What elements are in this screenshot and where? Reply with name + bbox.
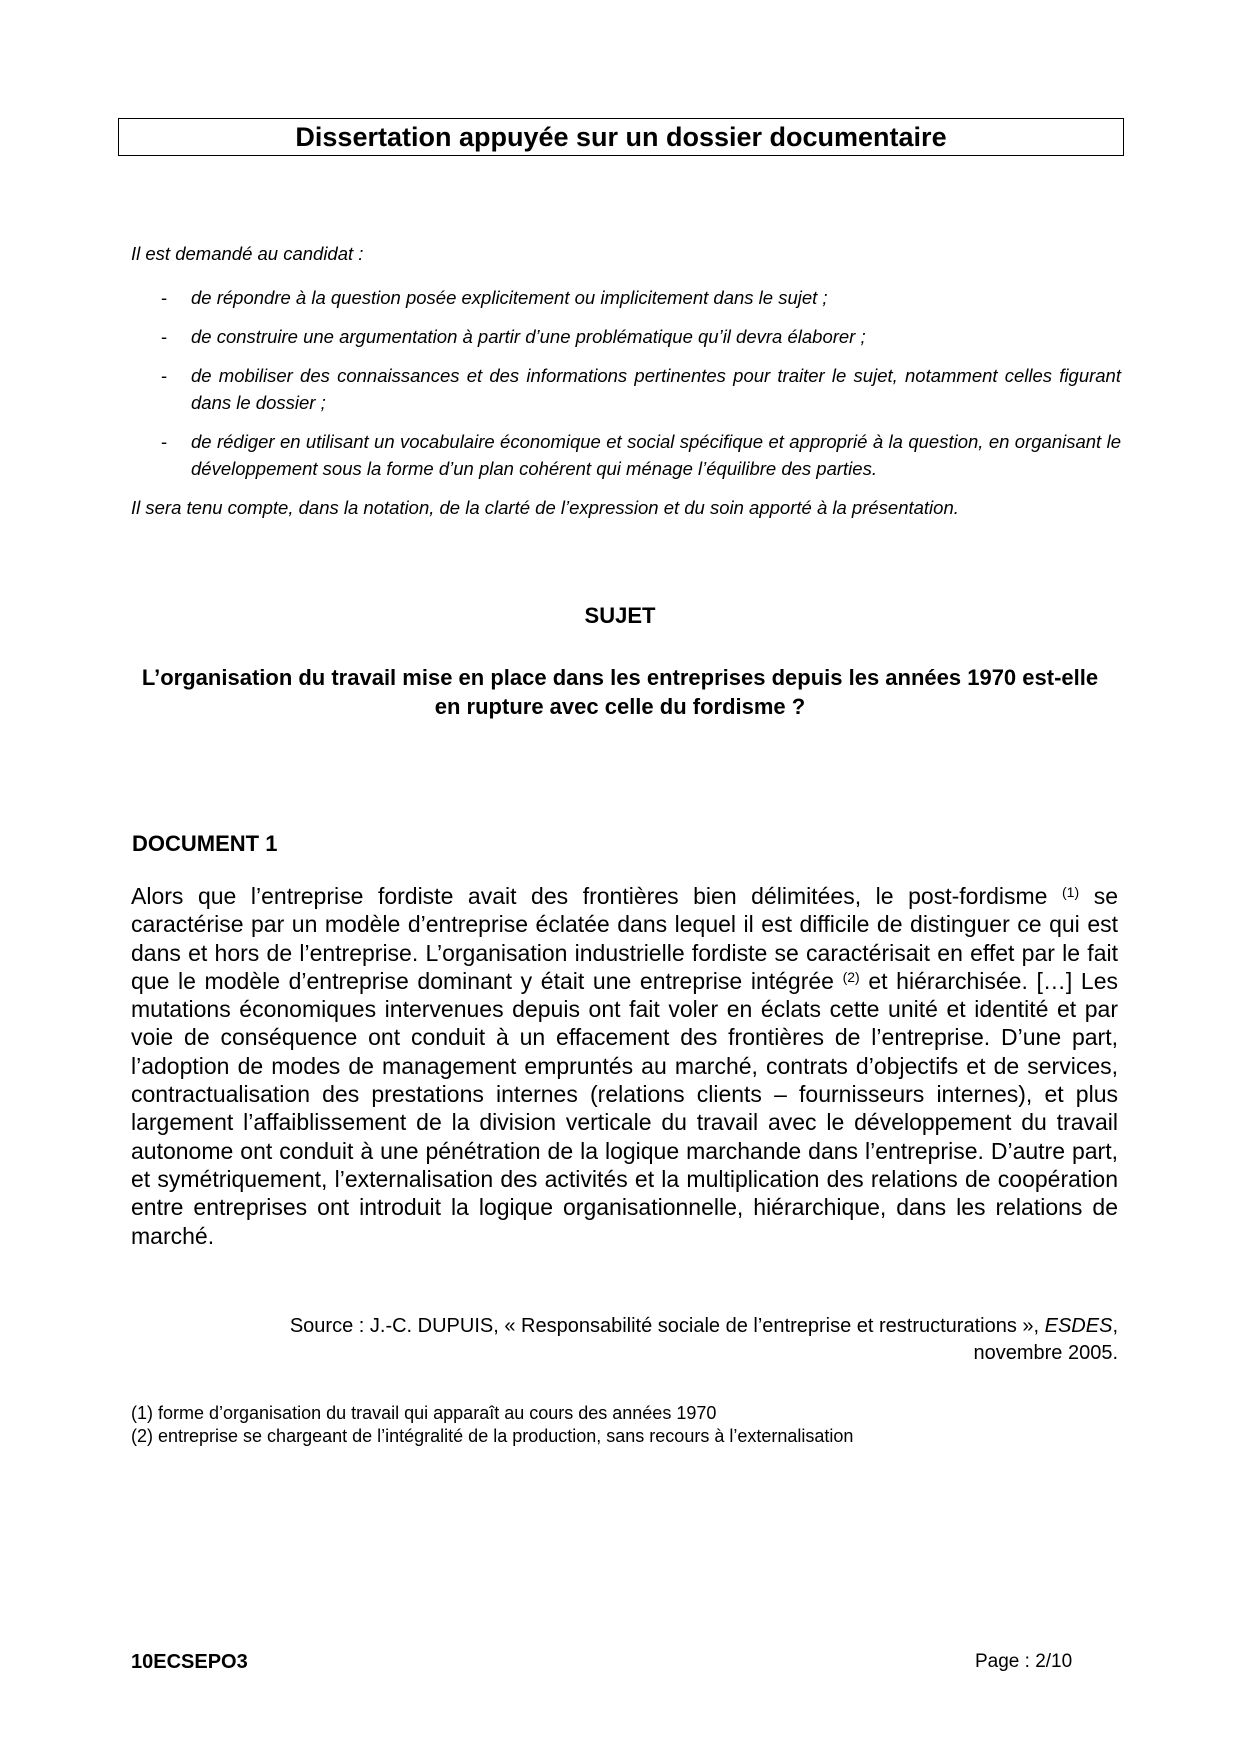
sujet-label: SUJET [584, 603, 656, 628]
footnote-ref-1: (1) [1062, 884, 1080, 900]
instructions-intro: Il est demandé au candidat : [131, 243, 364, 264]
bullet-dash: - [161, 287, 168, 308]
page-number: Page : 2/10 [975, 1651, 1073, 1672]
instruction-item: - de mobiliser des connaissances et des informations pertinentes pour traiter le sujet, notamment celles figurant dans le dossier ; [131, 362, 1121, 416]
footnote: (2) entreprise se chargeant de l’intégralité de la production, sans recours à l’externalisation [131, 1426, 854, 1446]
footnote: (1) forme d’organisation du travail qui apparaît au cours des années 1970 [131, 1403, 717, 1423]
footer-code: 10ECSEPO3 [131, 1651, 248, 1673]
source-date: novembre 2005. [973, 1342, 1118, 1364]
footnote-ref-2: (2) [842, 968, 860, 985]
document-body: Alors que l’entreprise fordiste avait des frontières bien délimitées, le post-fordisme $^{(1)}$ se caractérise par un modèle d’entreprise éclatée dans lequel il est difficile de distinguer ce qui est dans et hors de l’entreprise. L’organisation industrielle fordiste se caractérisait en effet par le fait que le modèle d’entreprise dominant y était une entreprise intégrée $^{(2)}$ et hiérarchisée. […] Les mutations économiques intervenues depuis ont fait voler en éclats cette unité et identité et par voie de conséquence ont conduit à un effacement des frontières de l’entreprise. D’une part, l’adoption de modes de management empruntés au marché, contrats d’objectifs et de services, contractualisation des prestations internes (relations clients – fournisseurs internes), et plus largement l’affaiblissement de la division verticale du travail avec le développement du travail autonome ont conduit à une pénétration de la logique marchande dans l’entreprise. D’autre part, et symétriquement, l’externalisation des activités et la multiplication des relations de coopération entre entreprises ont introduit la logique organisationnelle, hiérarchique, dans les relations de marché. [131, 883, 1118, 1249]
source-publication: ESDES [1044, 1315, 1113, 1337]
instruction-item: - de construire une argumentation à partir d’une problématique qu’il devra élaborer ; [131, 323, 1121, 350]
instructions [131, 240, 1121, 521]
footnotes [131, 1402, 1121, 1448]
instruction-item: - de répondre à la question posée explicitement ou implicitement dans le sujet ; [131, 284, 1121, 311]
instruction-item: - de rédiger en utilisant un vocabulaire économique et social spécifique et approprié à la question, en organisant le développement sous la forme d’un plan cohérent qui ménage l’équilibre des parties. [131, 428, 1121, 482]
document-title: DOCUMENT 1 [132, 831, 278, 856]
bullet-dash: - [161, 326, 168, 347]
page-title: Dissertation appuyée sur un dossier documentaire [295, 121, 947, 152]
document-source: Source : J.-C. DUPUIS, « Responsabilité sociale de l’entreprise et restructurations », ESDES, novembre 2005. [289, 1315, 1118, 1364]
title-box [118, 118, 1124, 156]
instructions-note: Il sera tenu compte, dans la notation, de la clarté de l’expression et du soin apporté à la présentation. [131, 497, 959, 518]
sujet-question: L’organisation du travail mise en place dans les entreprises depuis les années 1970 est-elle en rupture avec celle du fordisme ? [141, 665, 1099, 719]
instructions-list [131, 284, 1121, 482]
bullet-dash: - [161, 365, 168, 386]
bullet-dash: - [161, 431, 168, 452]
